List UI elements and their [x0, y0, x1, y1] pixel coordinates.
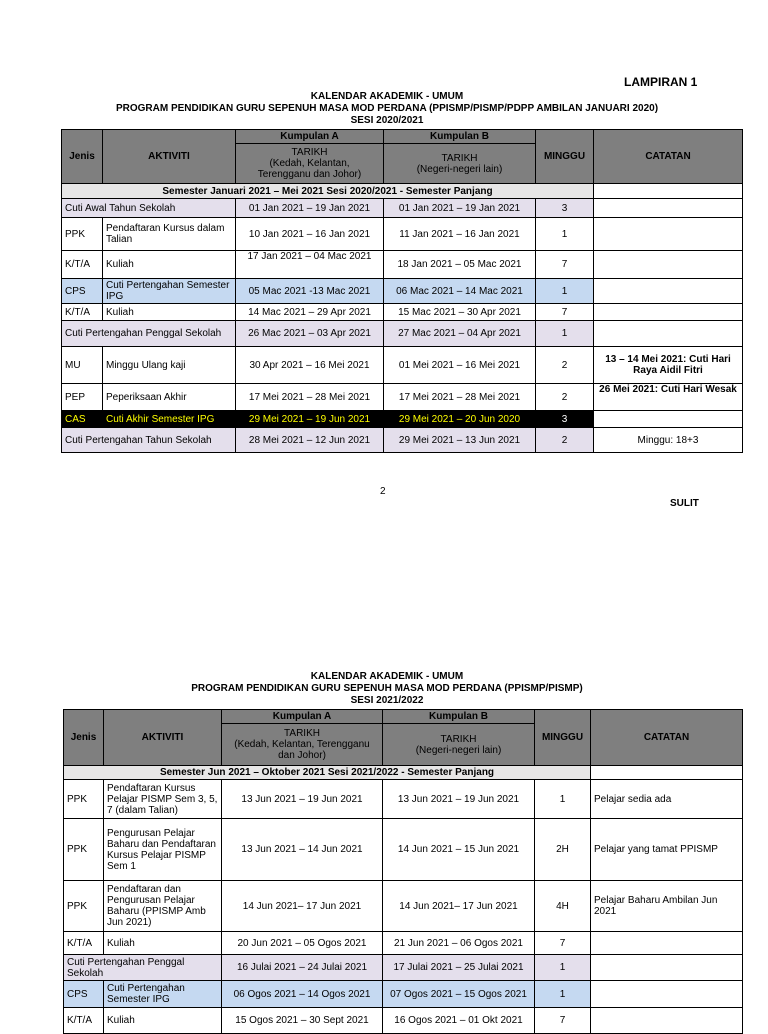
- semester-row: Semester Januari 2021 – Mei 2021 Sesi 2020/2021 - Semester Panjang: [62, 184, 594, 199]
- row-aktiviti: Pendaftaran Kursus dalam Talian: [103, 218, 236, 251]
- tarikh-b-line1: TARIKH: [440, 733, 477, 745]
- row-date-a: 17 Jan 2021 – 04 Mac 2021: [236, 251, 384, 279]
- header-tarikh-b: [384, 144, 536, 184]
- header-kumpulan-b: Kumpulan B: [383, 710, 535, 724]
- row-minggu: 1: [535, 955, 591, 981]
- semester-catatan: [591, 766, 743, 780]
- row-minggu: 2: [536, 384, 594, 411]
- row-aktiviti: Cuti Pertengahan Penggal Sekolah: [62, 321, 236, 347]
- row-aktiviti: Pendaftaran dan Pengurusan Pelajar Baharu (PPISMP Amb Jun 2021): [104, 881, 222, 932]
- row-minggu: 3: [536, 411, 594, 428]
- table-row: [62, 218, 743, 251]
- table-row: [62, 411, 743, 428]
- row-aktiviti: Cuti Awal Tahun Sekolah: [62, 199, 236, 218]
- table1-titles: [60, 91, 714, 127]
- row-catatan: Pelajar Baharu Ambilan Jun 2021: [591, 881, 743, 932]
- row-date-a: 26 Mac 2021 – 03 Apr 2021: [236, 321, 384, 347]
- row-minggu: 7: [535, 1008, 591, 1034]
- row-date-b: 16 Ogos 2021 – 01 Okt 2021: [383, 1008, 535, 1034]
- table-row: [64, 932, 743, 955]
- row-catatan: [594, 304, 743, 321]
- header-kumpulan-b: Kumpulan B: [384, 130, 536, 144]
- table1-subtitle: PROGRAM PENDIDIKAN GURU SEPENUH MASA MOD PERDANA (PPISMP/PISMP/PDPP AMBILAN JANUARI 2020): [115, 103, 659, 114]
- semester-catatan: [594, 184, 743, 199]
- table1-title: KALENDAR AKADEMIK - UMUM: [310, 91, 464, 102]
- row-date-b: 29 Mei 2021 – 13 Jun 2021: [384, 428, 536, 453]
- tarikh-a-line3: Terengganu dan Johor): [257, 169, 362, 180]
- page-number: 2: [380, 486, 386, 497]
- table-row: [64, 981, 743, 1008]
- table-row: [64, 955, 743, 981]
- table2-titles: [60, 671, 714, 707]
- table2-title: KALENDAR AKADEMIK - UMUM: [310, 671, 464, 682]
- row-minggu: 2: [536, 428, 594, 453]
- row-catatan: Minggu: 18+3: [594, 428, 743, 453]
- sulit-label: SULIT: [670, 498, 699, 509]
- row-date-b: 29 Mei 2021 – 20 Jun 2020: [384, 411, 536, 428]
- row-minggu: 7: [535, 932, 591, 955]
- table-row: [64, 819, 743, 881]
- row-date-a: 06 Ogos 2021 – 14 Ogos 2021: [222, 981, 383, 1008]
- row-jenis: K/T/A: [64, 1008, 104, 1034]
- header-tarikh-b: [383, 724, 535, 766]
- header-minggu: MINGGU: [535, 710, 591, 766]
- header-tarikh-a: [236, 144, 384, 184]
- row-catatan: [591, 1008, 743, 1034]
- row-catatan: [594, 279, 743, 304]
- row-date-a: 05 Mac 2021 -13 Mac 2021: [236, 279, 384, 304]
- header-kumpulan-a: Kumpulan A: [222, 710, 383, 724]
- row-jenis: PPK: [64, 780, 104, 819]
- row-minggu: 2: [536, 347, 594, 384]
- table2-session: SESI 2021/2022: [350, 695, 424, 706]
- row-aktiviti: Kuliah: [104, 1008, 222, 1034]
- row-date-a: 28 Mei 2021 – 12 Jun 2021: [236, 428, 384, 453]
- row-catatan: [591, 981, 743, 1008]
- row-aktiviti: Pengurusan Pelajar Baharu dan Pendaftaran Kursus Pelajar PISMP Sem 1: [104, 819, 222, 881]
- row-catatan: [594, 218, 743, 251]
- row-aktiviti: Cuti Akhir Semester IPG: [103, 411, 236, 428]
- table-row: [62, 279, 743, 304]
- row-jenis: K/T/A: [64, 932, 104, 955]
- row-jenis: PPK: [64, 881, 104, 932]
- tarikh-a-line3: dan Johor): [278, 750, 326, 761]
- row-minggu: 1: [535, 780, 591, 819]
- row-date-b: 06 Mac 2021 – 14 Mac 2021: [384, 279, 536, 304]
- row-date-a: 17 Mei 2021 – 28 Mei 2021: [236, 384, 384, 411]
- header-kumpulan-a: Kumpulan A: [236, 130, 384, 144]
- row-aktiviti: Minggu Ulang kaji: [103, 347, 236, 384]
- header-catatan: CATATAN: [591, 710, 743, 766]
- header-catatan: CATATAN: [594, 130, 743, 184]
- row-date-a: 14 Jun 2021– 17 Jun 2021: [222, 881, 383, 932]
- row-minggu: 1: [535, 981, 591, 1008]
- row-catatan: [594, 251, 743, 279]
- tarikh-b-line1: TARIKH: [441, 152, 478, 164]
- tarikh-b-line2: (Negeri-negeri lain): [416, 163, 503, 175]
- table2: [63, 709, 743, 1034]
- row-jenis: PPK: [62, 218, 103, 251]
- row-catatan: 26 Mei 2021: Cuti Hari Wesak: [594, 384, 743, 411]
- row-catatan: 13 – 14 Mei 2021: Cuti Hari Raya Aidil Fitri: [594, 347, 743, 384]
- row-date-a: 13 Jun 2021 – 14 Jun 2021: [222, 819, 383, 881]
- table-row: [62, 384, 743, 411]
- row-date-a: 13 Jun 2021 – 19 Jun 2021: [222, 780, 383, 819]
- row-aktiviti: Cuti Pertengahan Semester IPG: [104, 981, 222, 1008]
- header-aktiviti: AKTIVITI: [104, 710, 222, 766]
- row-date-b: 13 Jun 2021 – 19 Jun 2021: [383, 780, 535, 819]
- tarikh-a-line1: TARIKH: [291, 147, 328, 158]
- row-catatan: [594, 321, 743, 347]
- tarikh-a-line1: TARIKH: [284, 728, 320, 739]
- row-minggu: 3: [536, 199, 594, 218]
- row-date-b: 14 Jun 2021 – 15 Jun 2021: [383, 819, 535, 881]
- row-date-b: 27 Mac 2021 – 04 Apr 2021: [384, 321, 536, 347]
- row-aktiviti: Pendaftaran Kursus Pelajar PISMP Sem 3, 5, 7 (dalam Talian): [104, 780, 222, 819]
- row-date-a: 15 Ogos 2021 – 30 Sept 2021: [222, 1008, 383, 1034]
- table-row: [62, 199, 743, 218]
- row-aktiviti: Cuti Pertengahan Semester IPG: [103, 279, 236, 304]
- table-row: [62, 251, 743, 279]
- row-minggu: 1: [536, 321, 594, 347]
- header-jenis: Jenis: [64, 710, 104, 766]
- row-aktiviti: Kuliah: [103, 251, 236, 279]
- row-date-b: 17 Mei 2021 – 28 Mei 2021: [384, 384, 536, 411]
- row-jenis: K/T/A: [62, 304, 103, 321]
- row-jenis: CAS: [62, 411, 103, 428]
- row-date-b: 15 Mac 2021 – 30 Apr 2021: [384, 304, 536, 321]
- row-aktiviti: Kuliah: [104, 932, 222, 955]
- table-row: [62, 428, 743, 453]
- row-catatan: [594, 199, 743, 218]
- row-date-a: 14 Mac 2021 – 29 Apr 2021: [236, 304, 384, 321]
- row-minggu: 7: [536, 251, 594, 279]
- row-date-b: 17 Julai 2021 – 25 Julai 2021: [383, 955, 535, 981]
- row-minggu: 1: [536, 279, 594, 304]
- row-date-a: 16 Julai 2021 – 24 Julai 2021: [222, 955, 383, 981]
- table-row: [62, 304, 743, 321]
- row-aktiviti: Peperiksaan Akhir: [103, 384, 236, 411]
- row-date-b: 01 Mei 2021 – 16 Mei 2021: [384, 347, 536, 384]
- row-minggu: 1: [536, 218, 594, 251]
- row-date-b: 21 Jun 2021 – 06 Ogos 2021: [383, 932, 535, 955]
- row-jenis: PEP: [62, 384, 103, 411]
- row-date-a: 10 Jan 2021 – 16 Jan 2021: [236, 218, 384, 251]
- tarikh-a-line2: (Kedah, Kelantan,: [269, 158, 350, 169]
- row-jenis: CPS: [64, 981, 104, 1008]
- row-minggu: 2H: [535, 819, 591, 881]
- row-date-a: 30 Apr 2021 – 16 Mei 2021: [236, 347, 384, 384]
- table-row: [64, 780, 743, 819]
- row-date-a: 29 Mei 2021 – 19 Jun 2021: [236, 411, 384, 428]
- table-row: [64, 881, 743, 932]
- row-date-b: 01 Jan 2021 – 19 Jan 2021: [384, 199, 536, 218]
- lampiran-label: LAMPIRAN 1: [624, 75, 698, 89]
- tarikh-b-line2: (Negeri-negeri lain): [415, 744, 502, 756]
- row-aktiviti: Kuliah: [103, 304, 236, 321]
- table2-subtitle: PROGRAM PENDIDIKAN GURU SEPENUH MASA MOD PERDANA (PPISMP/PISMP): [191, 683, 583, 694]
- row-jenis: CPS: [62, 279, 103, 304]
- header-tarikh-a: [222, 724, 383, 766]
- row-jenis: PPK: [64, 819, 104, 881]
- semester-row: Semester Jun 2021 – Oktober 2021 Sesi 2021/2022 - Semester Panjang: [64, 766, 591, 780]
- row-date-b: 11 Jan 2021 – 16 Jan 2021: [384, 218, 536, 251]
- row-date-a: 01 Jan 2021 – 19 Jan 2021: [236, 199, 384, 218]
- table1-session: SESI 2020/2021: [350, 115, 424, 126]
- table-row: [62, 321, 743, 347]
- table-row: [62, 347, 743, 384]
- header-minggu: MINGGU: [536, 130, 594, 184]
- row-minggu: 4H: [535, 881, 591, 932]
- row-catatan: [591, 932, 743, 955]
- header-jenis: Jenis: [62, 130, 103, 184]
- row-minggu: 7: [536, 304, 594, 321]
- table1: [61, 129, 743, 453]
- row-jenis: MU: [62, 347, 103, 384]
- header-aktiviti: AKTIVITI: [103, 130, 236, 184]
- row-date-b: 07 Ogos 2021 – 15 Ogos 2021: [383, 981, 535, 1008]
- row-catatan: Pelajar sedia ada: [591, 780, 743, 819]
- row-date-b: 14 Jun 2021– 17 Jun 2021: [383, 881, 535, 932]
- row-date-a: 20 Jun 2021 – 05 Ogos 2021: [222, 932, 383, 955]
- row-catatan: Pelajar yang tamat PPISMP: [591, 819, 743, 881]
- table-row: [64, 1008, 743, 1034]
- tarikh-a-line2: (Kedah, Kelantan, Terengganu: [234, 739, 370, 750]
- row-catatan: [594, 411, 743, 428]
- row-jenis: K/T/A: [62, 251, 103, 279]
- row-aktiviti: Cuti Pertengahan Tahun Sekolah: [62, 428, 236, 453]
- row-date-b: 18 Jan 2021 – 05 Mac 2021: [384, 251, 536, 279]
- row-catatan: [591, 955, 743, 981]
- row-aktiviti: Cuti Pertengahan Penggal Sekolah: [64, 955, 222, 981]
